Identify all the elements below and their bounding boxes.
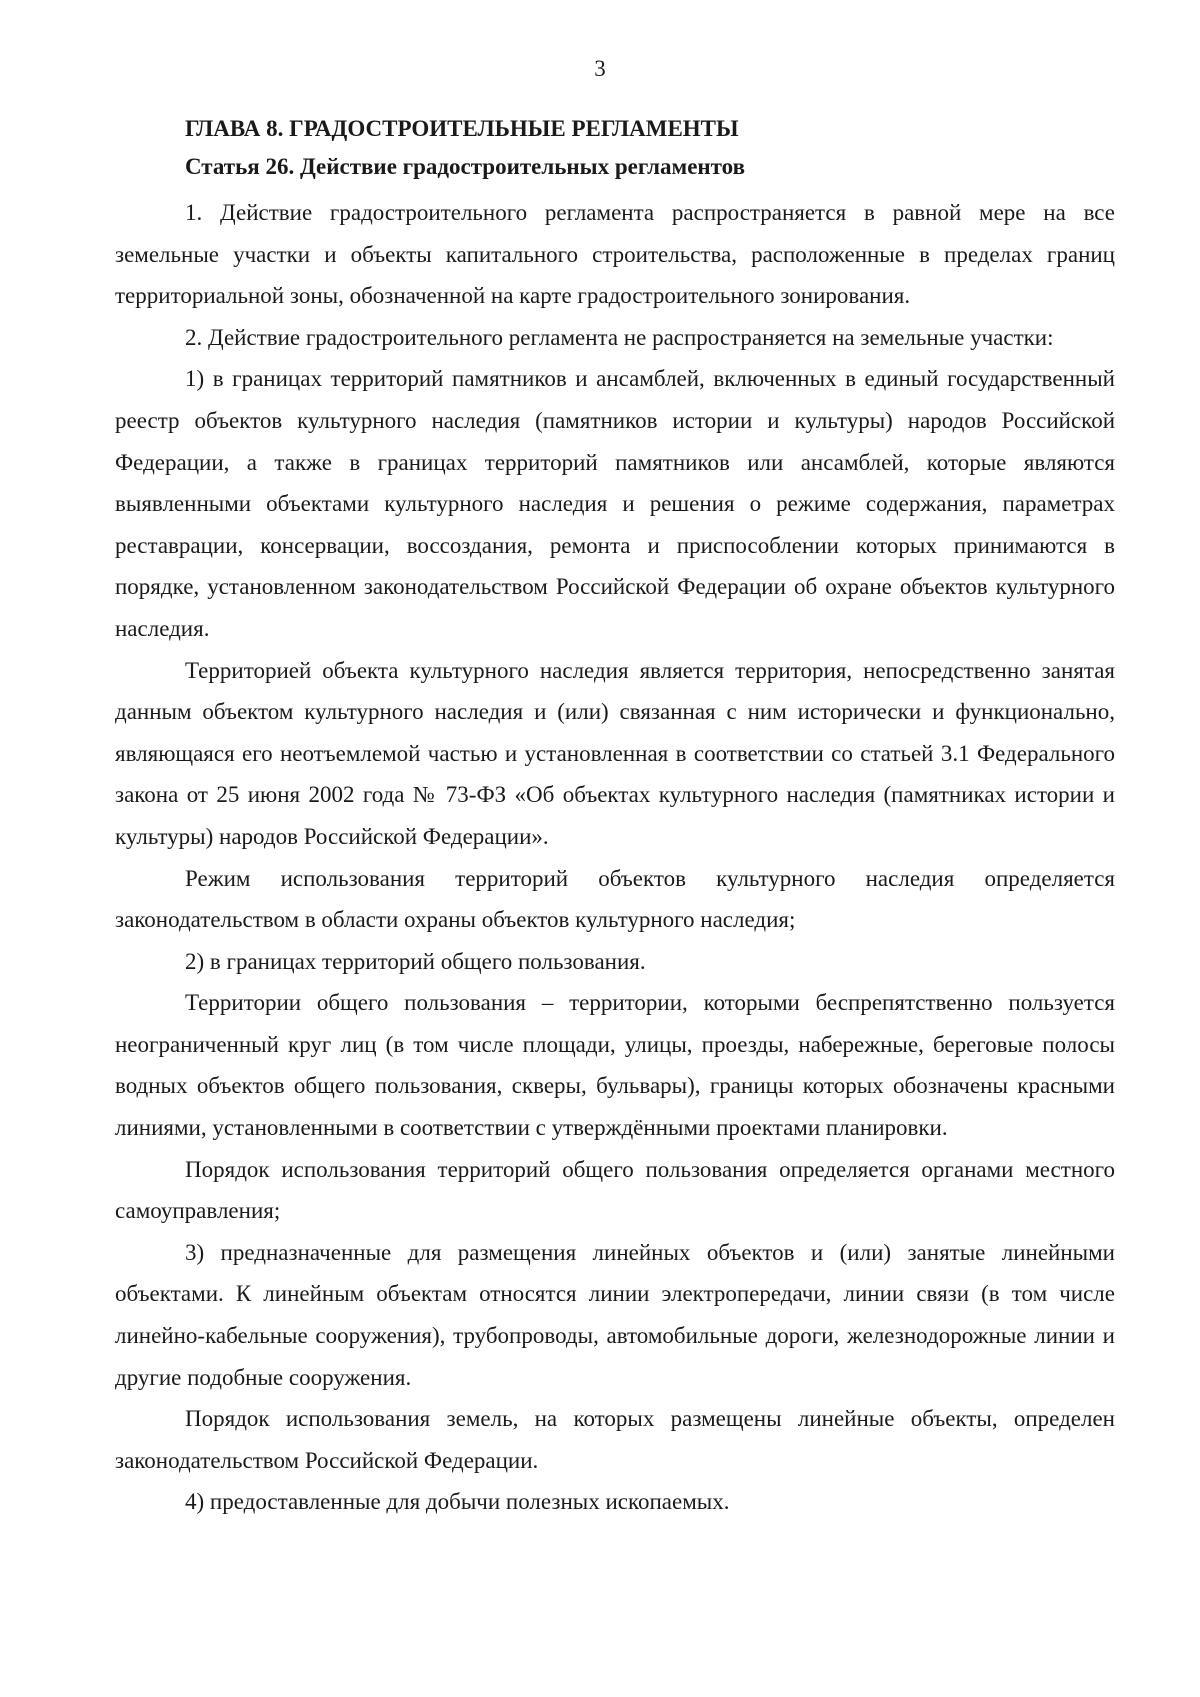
document-body bbox=[115, 110, 1115, 1523]
paragraph-7: Территории общего пользования – территории, которыми беспрепятственно пользуется неограниченный круг лиц (в том числе площади, улицы, проезды, набережные, береговые полосы водных объектов общего пользования, скверы, бульвары), границы которых обозначены красными линиями, установленными в соответствии с утверждёнными проектами планировки. bbox=[115, 990, 1115, 1141]
chapter-title: ГЛАВА 8. ГРАДОСТРОИТЕЛЬНЫЕ РЕГЛАМЕНТЫ bbox=[185, 116, 739, 141]
paragraph-5: Режим использования территорий объектов культурного наследия определяется законодательством в области охраны объектов культурного наследия; bbox=[115, 865, 1115, 933]
paragraph-10: Порядок использования земель, на которых размещены линейные объекты, определен законодательством Российской Федерации. bbox=[115, 1406, 1115, 1473]
page-number: 3 bbox=[594, 56, 606, 81]
paragraph-11: 4) предоставленные для добычи полезных ископаемых. bbox=[185, 1489, 730, 1515]
paragraph-4: Территорией объекта культурного наследия является территория, непосредственно занятая данным объектом культурного наследия и (или) связанная с ним исторически и функционально, являющаяся его неотъемлемой частью и установленная в соответствии со статьей 3.1 Федерального закона от 25 июня 2002 года № 73-ФЗ «Об объектах культурного наследия (памятниках истории и культуры) народов Российской Федерации». bbox=[115, 657, 1115, 849]
paragraph-1: 1. Действие градостроительного регламента распространяется в равной мере на все земельные участки и объекты капитального строительства, расположенные в пределах границ территориальной зоны, обозначенной на карте градостроительного зонирования. bbox=[115, 200, 1115, 309]
paragraph-6: 2) в границах территорий общего пользования. bbox=[185, 948, 646, 974]
paragraph-9: 3) предназначенные для размещения линейных объектов и (или) занятые линейными объектами. К линейным объектам относятся линии электропередачи, линии связи (в том числе линейно-кабельные сооружения), трубопроводы, автомобильные дороги, железнодорожные линии и другие подобные сооружения. bbox=[115, 1239, 1115, 1390]
paragraph-2: 2. Действие градостроительного регламента не распространяется на земельные участки: bbox=[185, 324, 1054, 350]
paragraph-8: Порядок использования территорий общего пользования определяется органами местного самоуправления; bbox=[115, 1156, 1115, 1224]
paragraph-3: 1) в границах территорий памятников и ансамблей, включенных в единый государственный реестр объектов культурного наследия (памятников истории и культуры) народов Российской Федерации, а также в границах территорий памятников или ансамблей, которые являются выявленными объектами культурного наследия и решения о режиме содержания, параметрах реставрации, консервации, воссоздания, ремонта и приспособлении которых принимаются в порядке, установленном законодательством Российской Федерации об охране объектов культурного наследия. bbox=[115, 366, 1115, 641]
article-title: Статья 26. Действие градостроительных регламентов bbox=[185, 154, 746, 179]
